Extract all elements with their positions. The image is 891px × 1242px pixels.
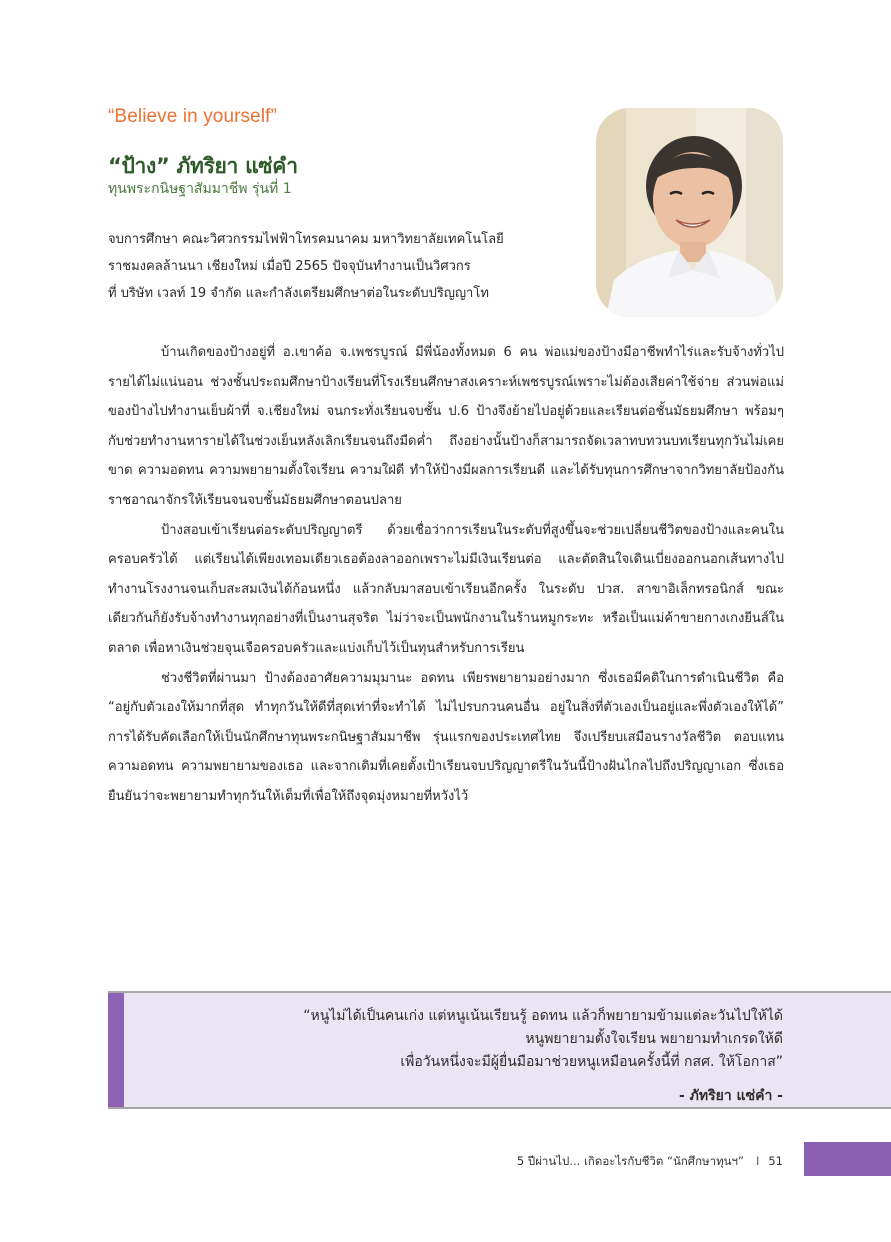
body-paragraph: ช่วงชีวิตที่ผ่านมา ป้างต้องอาศัยความมุมานะ อดทน เพียรพยายามอย่างมาก ซึ่งเธอมีคติในการดำเนินชีวิต คือ “อยู่กับตัวเองให้มากที่สุด ทำทุกวันให้ดีที่สุดเท่าที่จะทำได้ ไม่ไปรบกวนคนอื่น อยู่ในสิ่งที่ตัวเองเป็นอยู่และพึ่งตัวเองให้ได้” การได้รับคัดเลือกให้เป็นนักศึกษาทุนพระกนิษฐาสัมมาชีพ รุ่นแรกของประเทศไทย จึงเปรียบเสมือนรางวัลชีวิต ตอบแทนความอดทน ความพยายามของเธอ และจากเดิมที่เคยตั้งเป้าเรียนจบปริญญาตรีในวันนี้ป้างฝันไกลไปถึงปริญญาเอก ซึ่งเธอยืนยันว่าจะพยายามทำทุกวันให้เต็มที่เพื่อให้ถึงจุดมุ่งหมายที่หวังไว้ (108, 670, 784, 804)
quote-line: หนูพยายามตั้งใจเรียน พยายามทำเกรดให้ดี (525, 1031, 783, 1047)
footer-separator: I (755, 1154, 760, 1168)
quote-line: “หนูไม่ได้เป็นคนเก่ง แต่หนูเน้นเรียนรู้ อดทน แล้วก็พยายามข้ามแต่ละวันไปให้ได้ (303, 1008, 783, 1024)
body-paragraph: ป้างสอบเข้าเรียนต่อระดับปริญญาตรี ด้วยเชื่อว่าการเรียนในระดับที่สูงขึ้นจะช่วยเปลี่ยนชีวิตของป้างและคนในครอบครัวได้ แต่เรียนได้เพียงเทอมเดียวเธอต้องลาออกเพราะไม่มีเงินเรียนต่อ และตัดสินใจเดินเบี่ยงออกนอกเส้นทางไปทำงานโรงงานจนเก็บสะสมเงินได้ก้อนหนึ่ง แล้วกลับมาสอบเข้าเรียนอีกครั้ง ในระดับ ปวส. สาขาอิเล็กทรอนิกส์ ขณะเดียวกันก็ยังรับจ้างทำงานทุกอย่างที่เป็นงานสุจริต ไม่ว่าจะเป็นพนักงานในร้านหมูกระทะ หรือเป็นแม่ค้าขายกางเกงยีนส์ในตลาด เพื่อหาเงินช่วยจุนเจือครอบครัวและแบ่งเก็บไว้เป็นทุนสำหรับการเรียน (108, 522, 784, 656)
intro-line: ที่ บริษัท เวลท์ 19 จำกัด และกำลังเตรียมศึกษาต่อในระดับปริญญาโท (108, 286, 489, 301)
intro-line: จบการศึกษา คณะวิศวกรรมไฟฟ้าโทรคมนาคม มหาวิทยาลัยเทคโนโลยี (108, 232, 504, 247)
quote-accent-bar (108, 993, 124, 1107)
intro-summary (108, 226, 578, 307)
tagline: “Believe in yourself” (108, 106, 277, 127)
quote-line: เพื่อวันหนึ่งจะมีผู้ยื่นมือมาช่วยหนูเหมือนครั้งนี้ที่ กสศ. ให้โอกาส” (400, 1054, 783, 1070)
intro-line: ราชมงคลล้านนา เชียงใหม่ เมื่อปี 2565 ปัจจุบันทำงานเป็นวิศวกร (108, 259, 471, 274)
running-title: 5 ปีผ่านไป... เกิดอะไรกับชีวิต “นักศึกษาทุนฯ” (516, 1154, 744, 1168)
quote-text (303, 1005, 783, 1074)
student-name: “ป้าง” ภัทริยา แซ่คำ (108, 154, 298, 178)
portrait-illustration (596, 108, 783, 317)
page-footer (517, 1153, 783, 1171)
scholarship-label: ทุนพระกนิษฐาสัมมาชีพ รุ่นที่ 1 (108, 181, 292, 197)
page-number: 51 (768, 1154, 783, 1168)
pull-quote (108, 991, 891, 1109)
article-body (108, 338, 784, 812)
body-paragraph: บ้านเกิดของป้างอยู่ที่ อ.เขาค้อ จ.เพชรบูรณ์ มีพี่น้องทั้งหมด 6 คน พ่อแม่ของป้างมีอาชีพทำไร่และรับจ้างทั่วไป รายได้ไม่แน่นอน ช่วงชั้นประถมศึกษาป้างเรียนที่โรงเรียนศึกษาสงเคราะห์เพชรบูรณ์เพราะไม่ต้องเสียค่าใช้จ่าย ส่วนพ่อแม่ของป้างไปทำงานเย็บผ้าที่ จ.เชียงใหม่ จนกระทั่งเรียนจบชั้น ป.6 ป้างจึงย้ายไปอยู่ด้วยและเรียนต่อชั้นมัธยมศึกษา พร้อมๆ กับช่วยทำงานหารายได้ในช่วงเย็นหลังเลิกเรียนจนถึงมืดค่ำ ถึงอย่างนั้นป้างก็สามารถจัดเวลาทบทวนบทเรียนทุกวันไม่เคยขาด ความอดทน ความพยายามตั้งใจเรียน ความใฝ่ดี ทำให้ป้างมีผลการเรียนดี และได้รับทุนการศึกษาจากวิทยาลัยป้องกันราชอาณาจักรให้เรียนจนจบชั้นมัธยมศึกษาตอนปลาย (108, 345, 784, 508)
quote-author: - ภัทริยา แซ่คำ - (678, 1088, 783, 1104)
page-tab-marker (804, 1142, 891, 1176)
student-photo (596, 108, 783, 317)
